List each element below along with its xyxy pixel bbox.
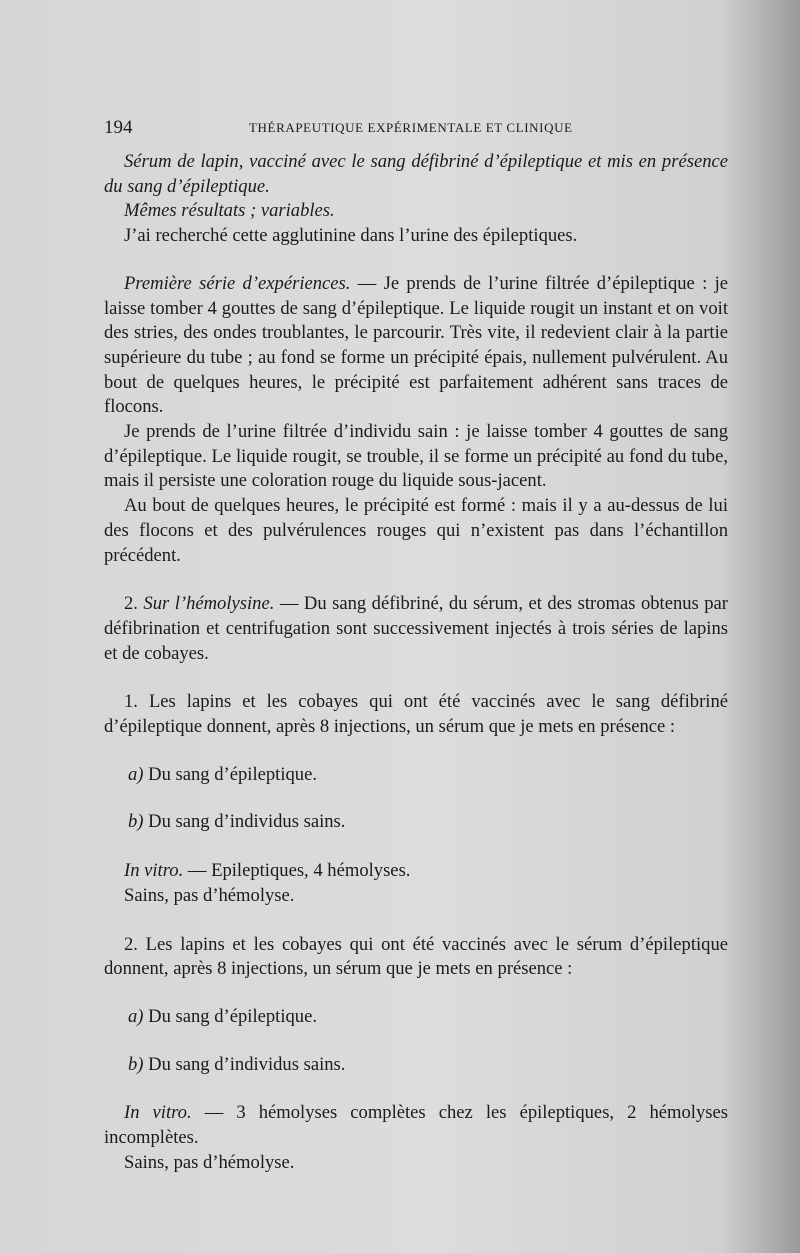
paragraph-au-bout: Au bout de quelques heures, le précipité est formé : mais il y a au-dessus de lui des flocons et des pulvérulences rouges qui n’existent pas dans l’échantillon précédent. (104, 495, 728, 566)
list-item-b-1-text: Du sang d’individus sains. (143, 811, 346, 833)
list-item-a-1 (104, 763, 728, 788)
list-item-b-2 (104, 1053, 728, 1078)
body-text (104, 150, 728, 1176)
paragraph-memes-resultats-text: Mêmes résultats ; variables. (124, 200, 335, 222)
premiere-serie-text: — Je prends de l’urine filtrée d’épileptique : je laisse tomber 4 gouttes de sang d’épileptique. Le liquide rougit un instant et on voit des stries, des ondes troublantes, le parcourir. Très vite, il redevient clair à la partie supérieure du tube ; au fond se forme un précipité épais, nullement pulvérulent. Au bout de quelques heures, le précipité est parfaitement adhérent sans traces de flocons. (104, 272, 728, 418)
paragraph-hemolysine (104, 592, 728, 666)
list-item-b-1 (104, 810, 728, 835)
paragraph-experience-1: 1. Les lapins et les cobayes qui ont été vaccinés avec le sang défibriné d’épileptique donnent, après 8 injections, un sérum que je mets en présence : (104, 691, 728, 738)
hemolysine-heading: Sur l’hémolysine. (143, 593, 275, 615)
paragraph-sains-1: Sains, pas d’hémolyse. (124, 884, 295, 906)
list-item-a-1-text: Du sang d’épileptique. (143, 763, 317, 785)
paragraph-agglutinine: J’ai recherché cette agglutinine dans l’urine des épileptiques. (124, 225, 578, 247)
premiere-serie-heading: Première série d’expériences. (124, 272, 351, 294)
paragraph-in-vitro-2 (104, 1101, 728, 1150)
hemolysine-text: — Du sang défibriné, du sérum, et des stromas obtenus par défibrination et centrifugation sont successivement injectés à trois séries de lapins et de cobayes. (104, 593, 728, 664)
list-marker-b-1: b) (128, 811, 144, 833)
hemolysine-number: 2. (124, 593, 144, 615)
paragraph-in-vitro-1 (104, 859, 728, 884)
in-vitro-2-text: — 3 hémolyses complètes chez les épileptiques, 2 hémolyses incomplètes. (104, 1102, 728, 1149)
list-marker-a-1: a) (128, 763, 144, 785)
list-item-a-2 (104, 1005, 728, 1030)
page-number: 194 (104, 117, 133, 138)
list-item-a-2-text: Du sang d’épileptique. (143, 1005, 317, 1027)
paragraph-memes-resultats (104, 199, 728, 224)
paragraph-premiere-serie (104, 272, 728, 420)
paragraph-serum (104, 150, 728, 199)
paragraph-sains-2: Sains, pas d’hémolyse. (124, 1151, 295, 1173)
in-vitro-2-heading: In vitro. (124, 1102, 192, 1124)
in-vitro-1-text: — Epileptiques, 4 hémolyses. (183, 860, 411, 882)
list-item-b-2-text: Du sang d’individus sains. (143, 1053, 346, 1075)
running-head: THÉRAPEUTIQUE EXPÉRIMENTALE ET CLINIQUE (249, 120, 573, 135)
paragraph-serum-text: Sérum de lapin, vacciné avec le sang défibriné d’épileptique et mis en présence du sang d’épileptique. (104, 151, 728, 197)
paragraph-urine-saine: Je prends de l’urine filtrée d’individu sain : je laisse tomber 4 gouttes de sang d’épileptique. Le liquide rougit, se trouble, il se forme un précipité au fond du tube, mais il persiste une coloration rouge du liquide sous-jacent. (104, 421, 728, 492)
list-marker-b-2: b) (128, 1053, 144, 1075)
page-header (104, 117, 584, 139)
in-vitro-1-heading: In vitro. (124, 860, 184, 882)
paragraph-experience-2: 2. Les lapins et les cobayes qui ont été vaccinés avec le sérum d’épileptique donnent, après 8 injections, un sérum que je mets en présence : (104, 933, 728, 980)
list-marker-a-2: a) (128, 1005, 144, 1027)
